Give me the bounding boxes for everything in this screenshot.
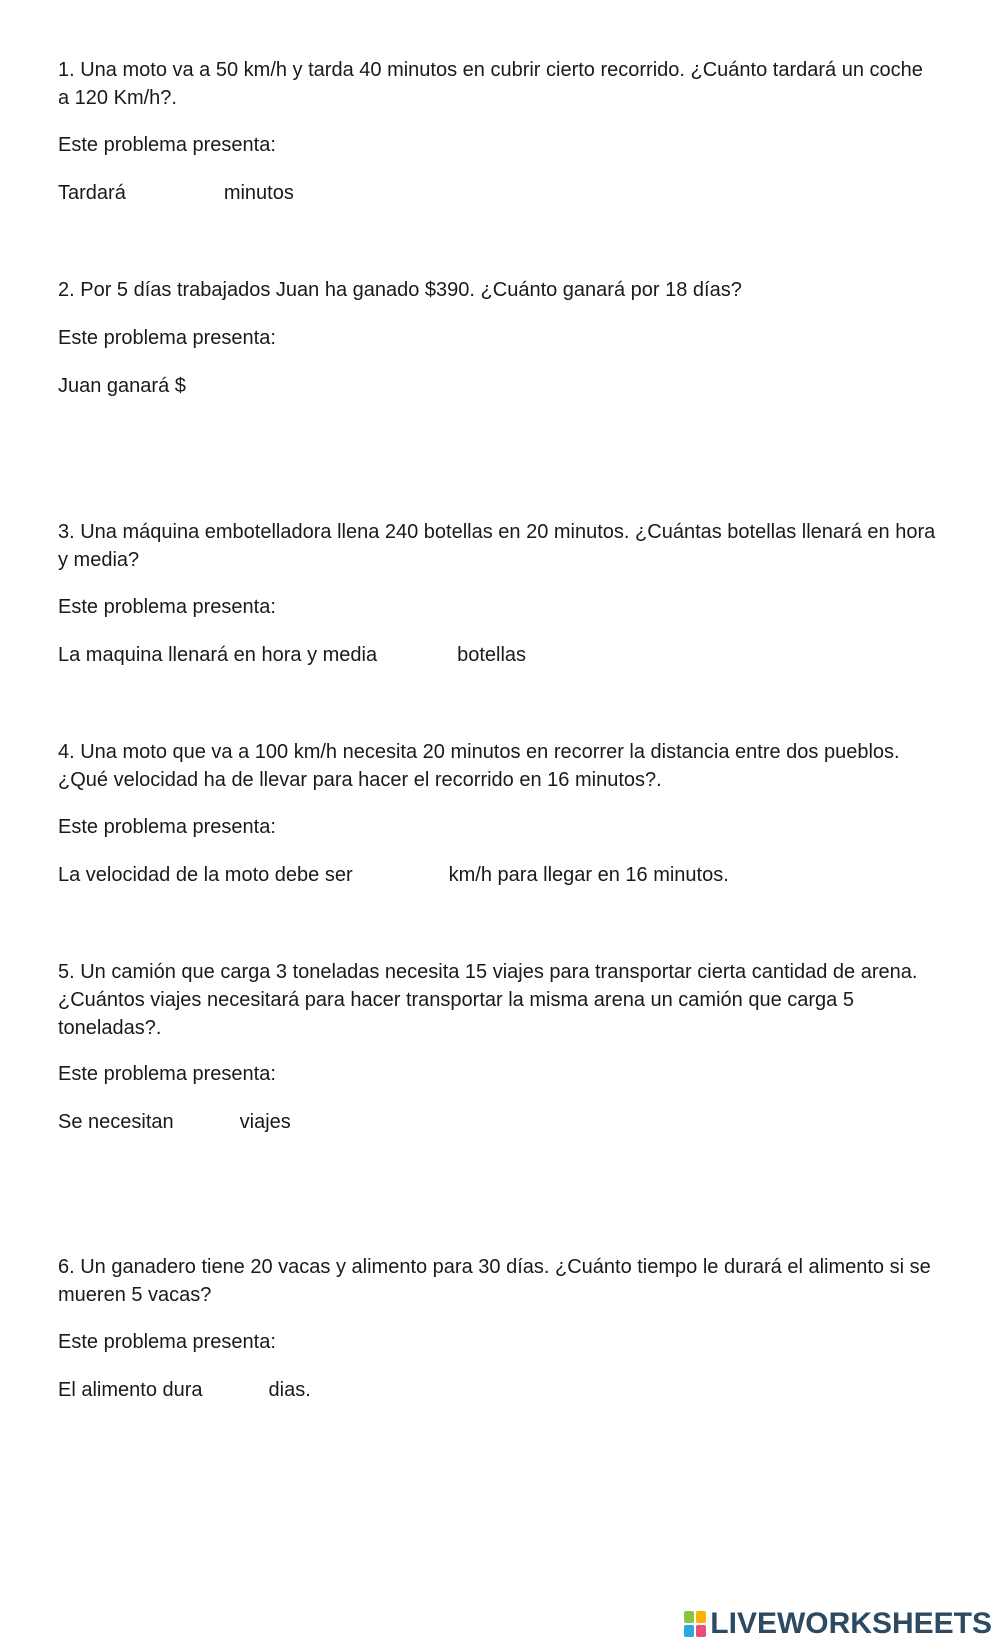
problem-5-question: 5. Un camión que carga 3 toneladas necesita 15 viajes para transportar cierta cantidad de arena. ¿Cuántos viajes necesitará para hacer transportar la misma arena un camión que carga 5 toneladas?. bbox=[58, 961, 918, 1039]
problem-5-presenta-label: Este problema presenta: bbox=[58, 1063, 276, 1085]
problem-1-answer-blank[interactable] bbox=[126, 179, 224, 203]
problem-3-answer-line bbox=[58, 641, 526, 669]
problem-5-answer-suffix: viajes bbox=[239, 1111, 291, 1133]
problem-6-answer-blank[interactable] bbox=[203, 1376, 269, 1400]
logo-square-icon bbox=[696, 1625, 706, 1637]
problem-4-answer-prefix: La velocidad de la moto debe ser bbox=[58, 864, 353, 886]
problem-3-answer-prefix: La maquina llenará en hora y media bbox=[58, 644, 378, 666]
problem-1-question: 1. Una moto va a 50 km/h y tarda 40 minutos en cubrir cierto recorrido. ¿Cuánto tardará un coche a 120 Km/h?. bbox=[58, 59, 923, 109]
liveworksheets-logo bbox=[684, 1607, 992, 1641]
problem-3-question: 3. Una máquina embotelladora llena 240 botellas en 20 minutos. ¿Cuántas botellas llenará en hora y media? bbox=[58, 521, 936, 571]
problem-6-presenta-label: Este problema presenta: bbox=[58, 1331, 276, 1353]
problem-2-answer-line bbox=[58, 372, 306, 400]
problem-6-answer-prefix: El alimento dura bbox=[58, 1379, 203, 1401]
problem-4-presenta-label: Este problema presenta: bbox=[58, 816, 276, 838]
logo-square-icon bbox=[696, 1611, 706, 1623]
problem-3-answer-blank[interactable] bbox=[377, 641, 457, 665]
logo-square-icon bbox=[684, 1611, 694, 1623]
liveworksheets-brand-text: LIVEWORKSHEETS bbox=[710, 1607, 992, 1640]
problem-4-question: 4. Una moto que va a 100 km/h necesita 20 minutos en recorrer la distancia entre dos pueblos. ¿Qué velocidad ha de llevar para hacer el recorrido en 16 minutos?. bbox=[58, 741, 900, 791]
problem-2-answer-blank[interactable] bbox=[186, 372, 306, 396]
problem-2-question: 2. Por 5 días trabajados Juan ha ganado $390. ¿Cuánto ganará por 18 días? bbox=[58, 279, 742, 301]
problem-1-answer-line bbox=[58, 179, 294, 207]
problem-1-answer-suffix: minutos bbox=[223, 182, 294, 204]
problem-6-answer-suffix: dias. bbox=[268, 1379, 311, 1401]
problem-4-answer-suffix: km/h para llegar en 16 minutos. bbox=[448, 864, 729, 886]
problem-2-presenta-label: Este problema presenta: bbox=[58, 327, 276, 349]
problem-5-answer-prefix: Se necesitan bbox=[58, 1111, 174, 1133]
problem-1-answer-prefix: Tardará bbox=[58, 182, 126, 204]
problem-1-presenta-label: Este problema presenta: bbox=[58, 134, 276, 156]
problem-5-answer-blank[interactable] bbox=[174, 1108, 240, 1132]
problem-6-answer-line bbox=[58, 1376, 311, 1404]
problem-3-answer-suffix: botellas bbox=[457, 644, 527, 666]
liveworksheets-logo-icon bbox=[684, 1611, 706, 1637]
problem-6-question: 6. Un ganadero tiene 20 vacas y alimento para 30 días. ¿Cuánto tiempo le durará el alimento si se mueren 5 vacas? bbox=[58, 1256, 931, 1306]
problem-4-answer-blank[interactable] bbox=[353, 861, 449, 885]
problem-4-answer-line bbox=[58, 861, 729, 889]
problem-2-answer-prefix: Juan ganará $ bbox=[58, 375, 186, 397]
logo-square-icon bbox=[684, 1625, 694, 1637]
problem-3-presenta-label: Este problema presenta: bbox=[58, 596, 276, 618]
problem-5-answer-line bbox=[58, 1108, 291, 1136]
